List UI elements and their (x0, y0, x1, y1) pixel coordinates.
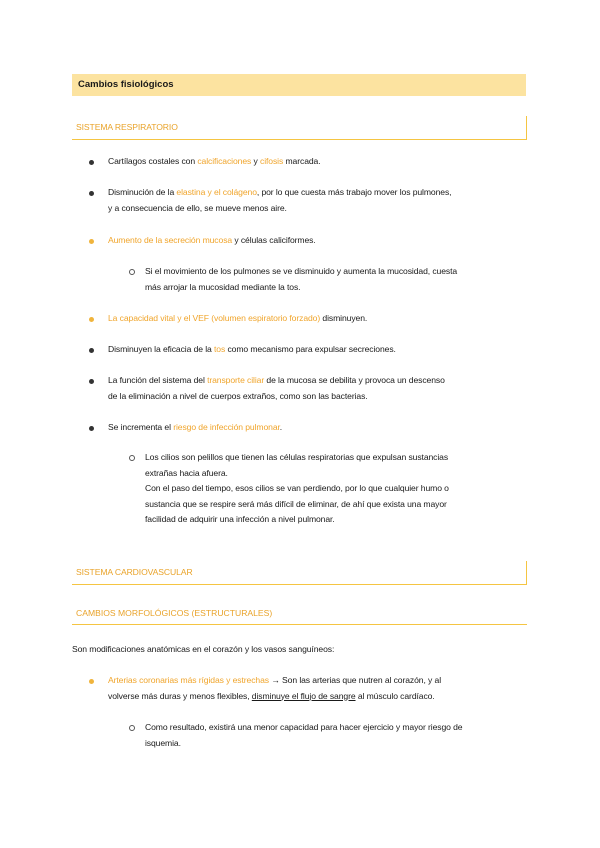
list-item: Cartílagos costales con calcificaciones y cifosis marcada. (108, 154, 528, 170)
sub-list-item: Como resultado, existirá una menor capacidad para hacer ejercicio y mayor riesgo de isquemia. (145, 720, 530, 751)
bullet-icon (89, 426, 94, 431)
circle-bullet-icon (129, 725, 135, 731)
bullet-icon (89, 239, 94, 244)
list-item: Disminuyen la eficacia de la tos como mecanismo para expulsar secreciones. (108, 342, 528, 358)
bullet-icon (89, 379, 94, 384)
sub-list-item: Si el movimiento de los pulmones se ve disminuido y aumenta la mucosidad, cuesta más arrojar la mucosidad mediante la tos. (145, 264, 530, 295)
list-item: La función del sistema del transporte ciliar de la mucosa se debilita y provoca un descenso de la eliminación a nivel de cuerpos extraños, como son las bacterias. (108, 373, 528, 404)
subsection-heading-morfologicos: CAMBIOS MORFOLÓGICOS (ESTRUCTURALES) (72, 603, 527, 625)
list-item: La capacidad vital y el VEF (volumen espiratorio forzado) disminuyen. (108, 311, 528, 327)
bullet-icon (89, 317, 94, 322)
section-heading-respiratorio: SISTEMA RESPIRATORIO (72, 116, 527, 140)
bullet-icon (89, 160, 94, 165)
list-item: Disminución de la elastina y el colágeno, por lo que cuesta más trabajo mover los pulmones, y a consecuencia de ello, se mueve menos aire. (108, 185, 528, 216)
list-item: Arterias coronarias más rígidas y estrechas → Son las arterias que nutren al corazón, y al volverse más duras y menos flexibles, disminuye el flujo de sangre al músculo cardíaco. (108, 673, 528, 704)
list-item: Se incrementa el riesgo de infección pulmonar. (108, 420, 528, 436)
circle-bullet-icon (129, 269, 135, 275)
sub-list-item: Los cilios son pelillos que tienen las células respiratorias que expulsan sustancias extrañas hacia afuera. Con el paso del tiempo, esos cilios se van perdiendo, por lo que cualquier humo o sustancia que se respire será más difícil de eliminar, de ahí que exista una mayor facilidad de adquirir una infección a nivel pulmonar. (145, 450, 530, 528)
page-title: Cambios fisiológicos (72, 74, 526, 96)
list-item: Aumento de la secreción mucosa y células caliciformes. (108, 233, 528, 249)
bullet-icon (89, 191, 94, 196)
bullet-icon (89, 679, 94, 684)
section-heading-cardiovascular: SISTEMA CARDIOVASCULAR (72, 561, 527, 585)
circle-bullet-icon (129, 455, 135, 461)
intro-paragraph: Son modificaciones anatómicas en el corazón y los vasos sanguíneos: (72, 644, 335, 654)
bullet-icon (89, 348, 94, 353)
